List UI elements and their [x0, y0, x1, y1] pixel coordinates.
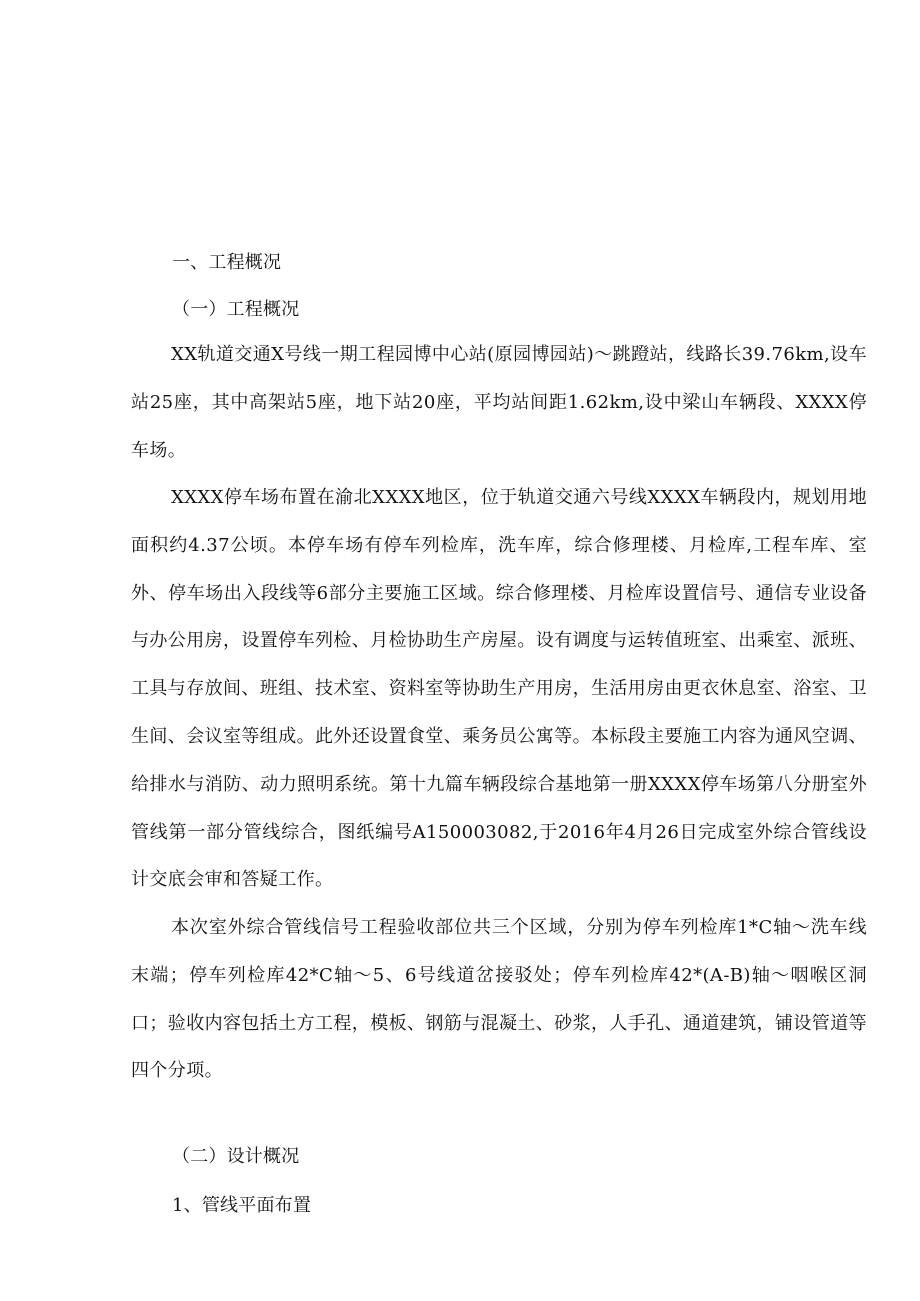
subsection-heading-overview: （一）工程概况 [172, 299, 300, 320]
item-heading-pipeline-layout: 1、管线平面布置 [172, 1195, 312, 1216]
paragraph-line-overview: XX轨道交通X号线一期工程园博中心站(原园博园站)～跳蹬站，线路长39.76km,设车站25座，其中高架站5座，地下站20座，平均站间距1.62km,设中梁山车辆段、XXXX停车场。 [131, 344, 867, 461]
subsection-heading-design: （二）设计概况 [172, 1146, 300, 1167]
section-heading: 一、工程概况 [172, 252, 282, 273]
paragraph-parking-lot: XXXX停车场布置在渝北XXXX地区，位于轨道交通六号线XXXX车辆段内，规划用地面积约4.37公顷。本停车场有停车列检库，洗车库，综合修理楼、月检库,工程车库、室外、停车场出入段线等6部分主要施工区域。综合修理楼、月检库设置信号、通信专业设备与办公用房，设置停车列检、月检协助生产房屋。设有调度与运转值班室、出乘室、派班、工具与存放间、班组、技术室、资料室等协助生产用房，生活用房由更衣休息室、浴室、卫生间、会议室等组成。此外还设置食堂、乘务员公寓等。本标段主要施工内容为通风空调、给排水与消防、动力照明系统。第十九篇车辆段综合基地第一册XXXX停车场第八分册室外管线第一部分管线综合，图纸编号A150003082,于2016年4月26日完成室外综合管线设计交底会审和答疑工作。 [131, 487, 867, 891]
paragraph-acceptance-scope: 本次室外综合管线信号工程验收部位共三个区域，分别为停车列检库1*C轴～洗车线末端；停车列检库42*C轴～5、6号线道岔接驳处；停车列检库42*(A-B)轴～咽喉区洞口；验收内容包括土方工程，模板、钢筋与混凝土、砂浆，人手孔、通道建筑，铺设管道等四个分项。 [131, 917, 867, 1082]
